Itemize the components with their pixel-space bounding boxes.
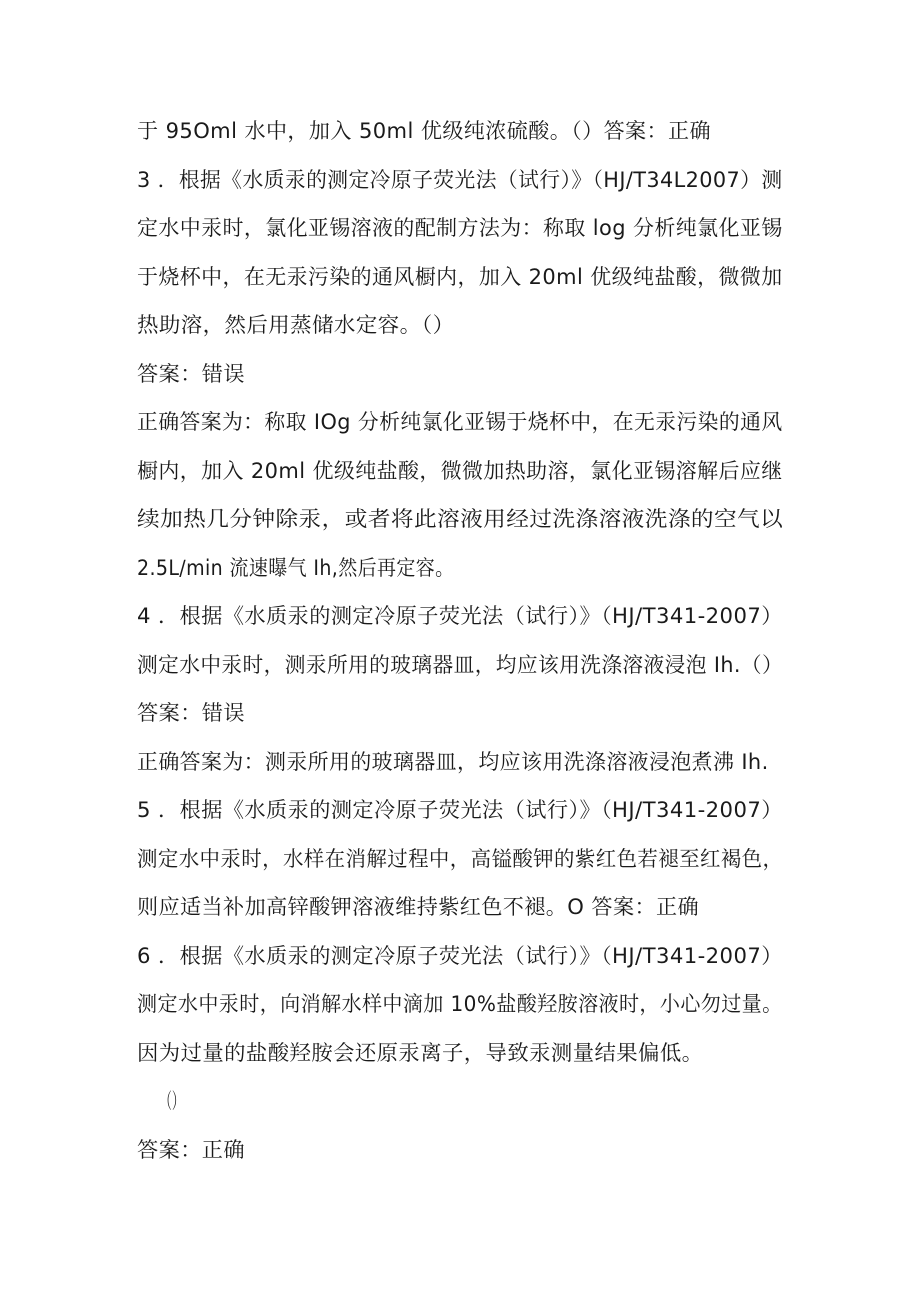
text-line: 定水中汞时，氯化亚锡溶液的配制方法为：称取 log 分析纯氯化亚锡 — [137, 216, 783, 240]
blank-parentheses: （） — [160, 1089, 184, 1113]
text-line: 测定水中汞时，测汞所用的玻璃器皿，均应该用洗涤溶液浸泡 Ih.（） — [137, 653, 784, 677]
text-line: 于 95Oml 水中，加入 50ml 优级纯浓硫酸。（）答案：正确 — [137, 119, 711, 143]
question-3-line: 3 ．根据《水质汞的测定冷原子荧光法（试行）》（HJ/T34L2007）测 — [137, 168, 783, 192]
correct-answer-line: 正确答案为：测汞所用的玻璃器皿，均应该用洗涤溶液浸泡煮沸 Ih. — [137, 750, 769, 774]
text-line: 于烧杯中，在无汞污染的通风橱内，加入 20ml 优级纯盐酸，微微加 — [137, 265, 783, 289]
text-line: 续加热几分钟除汞，或者将此溶液用经过洗涤溶液洗涤的空气以 — [137, 507, 784, 531]
answer-line: 答案：错误 — [137, 362, 245, 386]
text-line: 则应适当补加高锌酸钾溶液维持紫红色不褪。O 答案：正确 — [137, 895, 700, 919]
question-5-line: 5 ．根据《水质汞的测定冷原子荧光法（试行）》（HJ/T341-2007） — [137, 798, 783, 822]
text-line: 测定水中汞时，向消解水样中滴加 10%盐酸羟胺溶液时，小心勿过量。 — [137, 992, 783, 1016]
answer-line: 答案：错误 — [137, 701, 245, 725]
correct-answer-line: 正确答案为：称取 IOg 分析纯氯化亚锡于烧杯中，在无汞污染的通风 — [137, 410, 783, 434]
question-6-line: 6 ．根据《水质汞的测定冷原子荧光法（试行）》（HJ/T341-2007） — [137, 944, 783, 968]
question-4-line: 4 ．根据《水质汞的测定冷原子荧光法（试行）》（HJ/T341-2007） — [137, 604, 783, 628]
text-line: 因为过量的盐酸羟胺会还原汞离子，导致汞测量结果偏低。 — [137, 1041, 704, 1065]
answer-line: 答案：正确 — [137, 1138, 245, 1162]
text-line: 热助溶，然后用蒸储水定容。（） — [137, 313, 455, 337]
text-line: 测定水中汞时，水样在消解过程中，高镒酸钾的紫红色若褪至红褐色， — [137, 847, 784, 871]
text-line: 橱内，加入 20ml 优级纯盐酸，微微加热助溶，氯化亚锡溶解后应继 — [137, 459, 783, 483]
text-line: 2.5L∕min 流速曝气 Ih,然后再定容。 — [137, 556, 455, 580]
